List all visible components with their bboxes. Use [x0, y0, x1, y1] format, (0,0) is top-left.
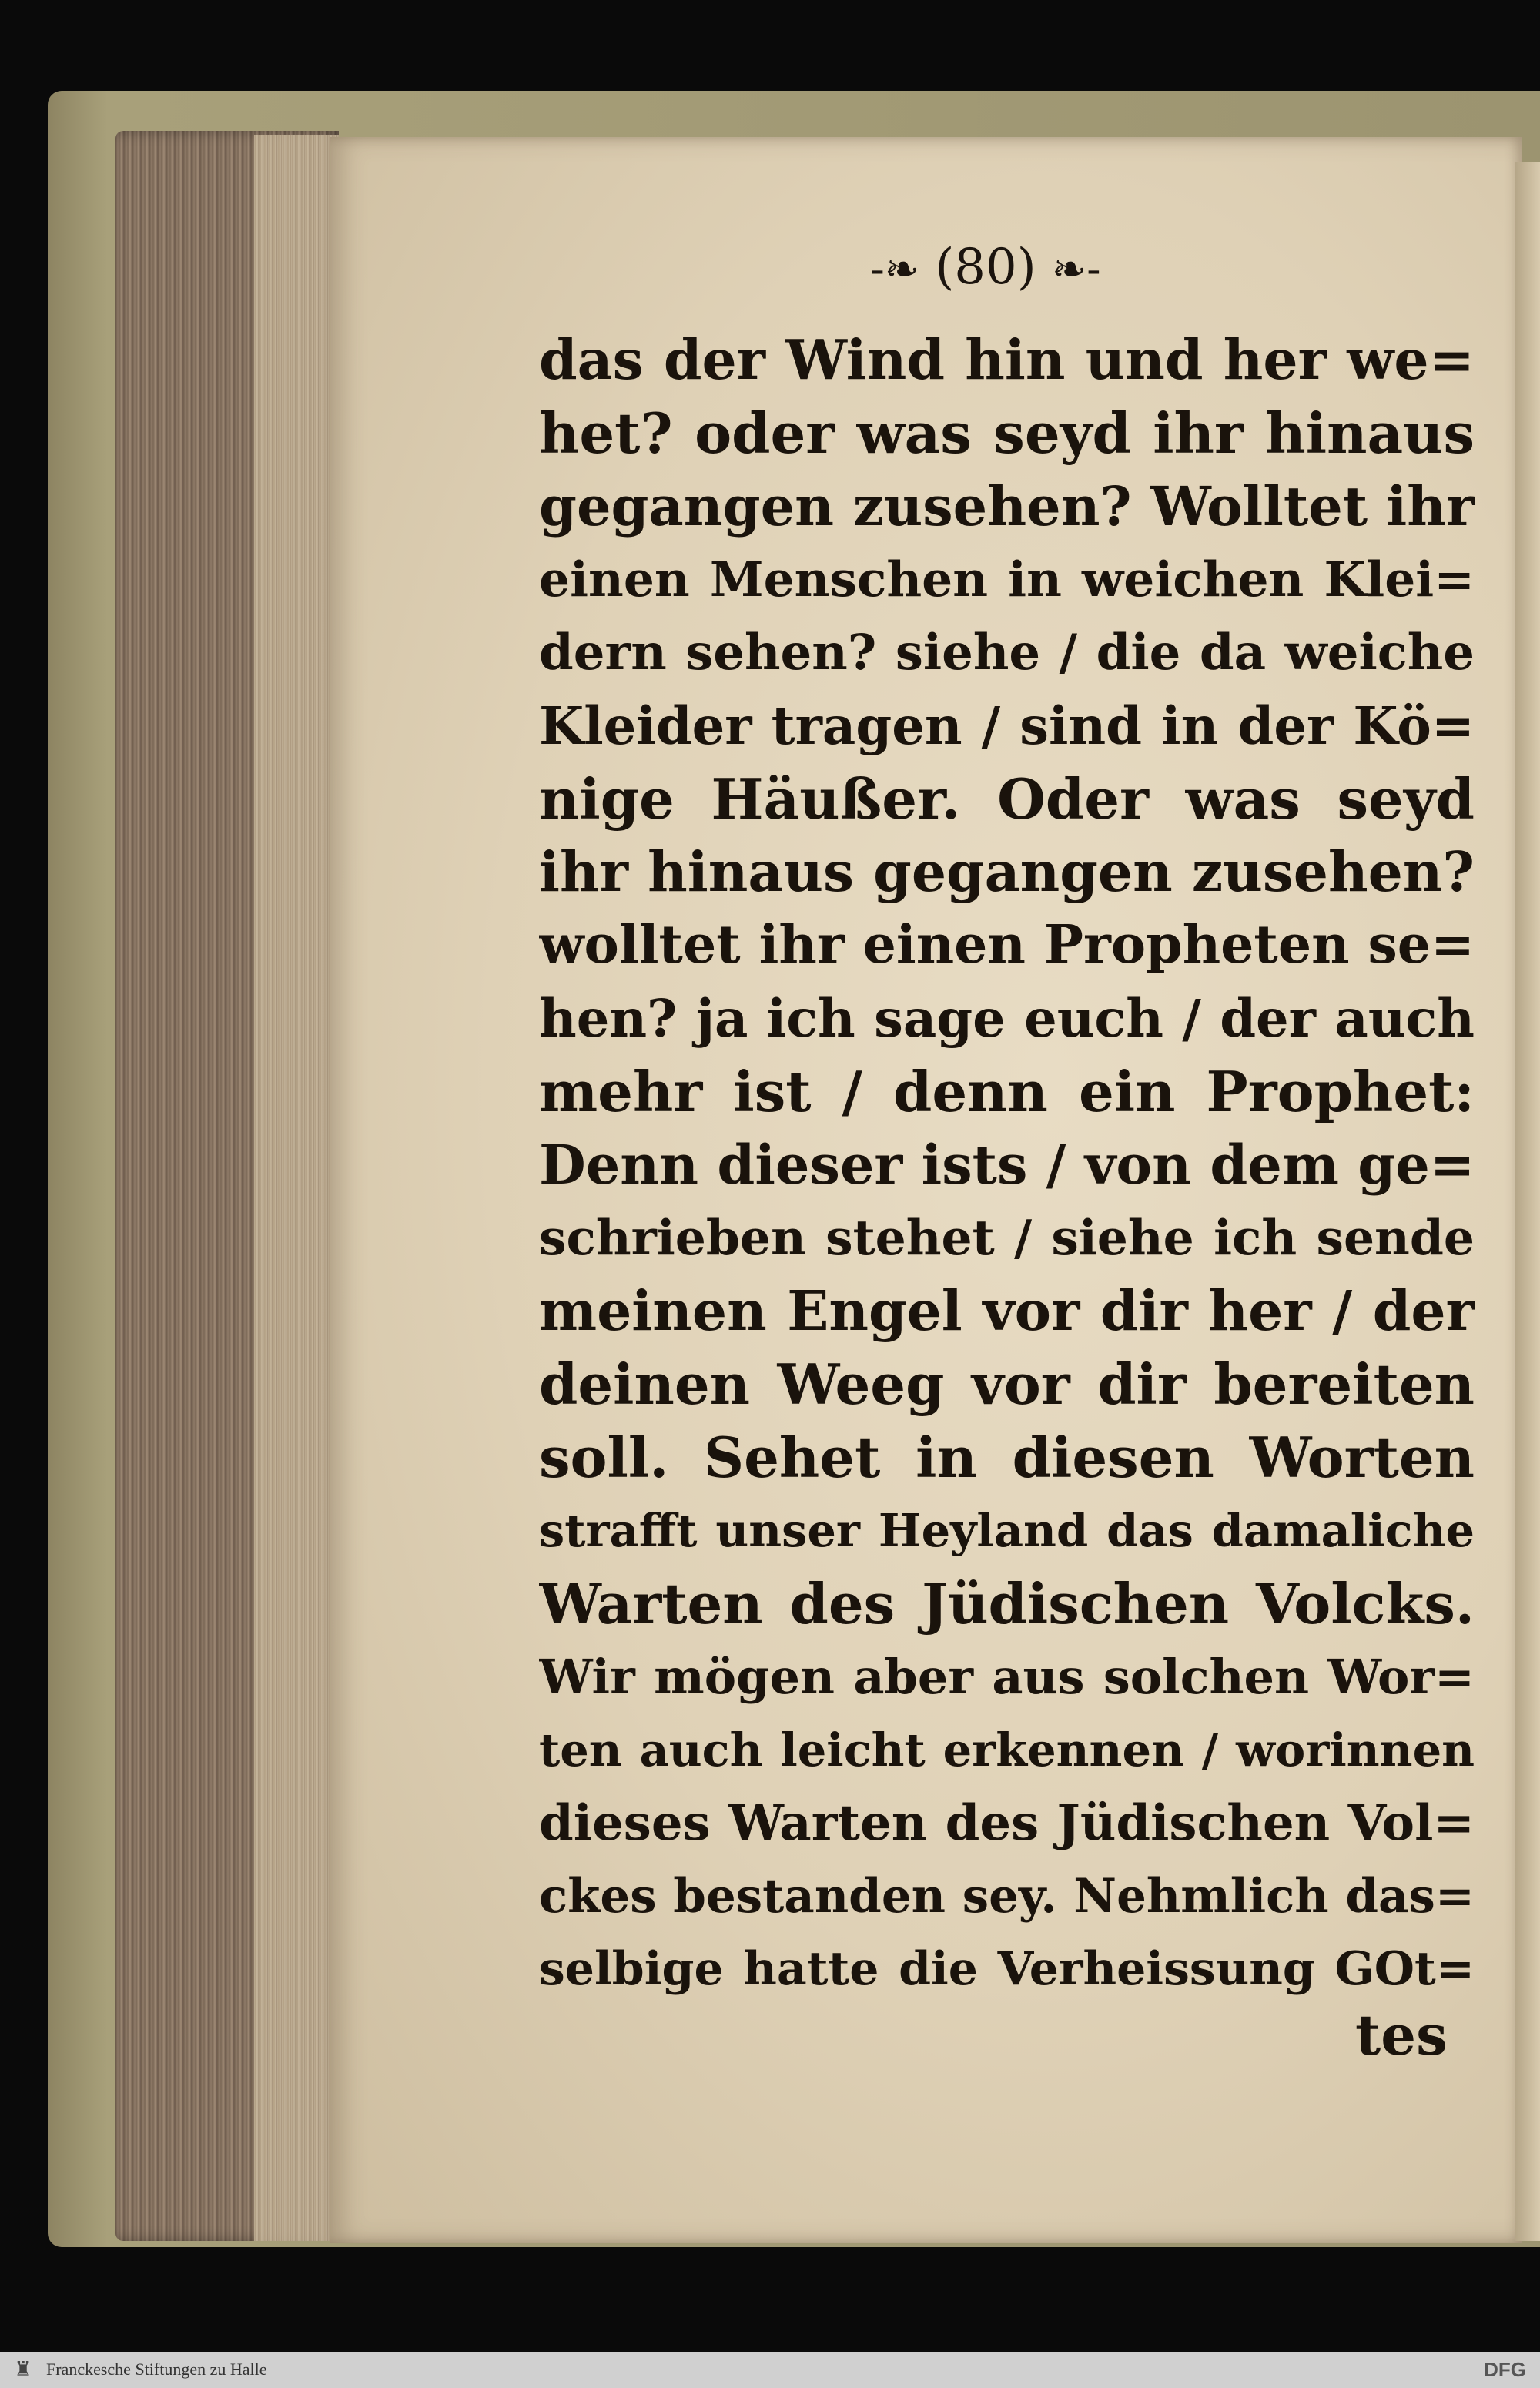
- text-line: meinen Engel vor dir her / der: [539, 1278, 1475, 1343]
- dfg-logo: DFG: [1484, 2358, 1526, 2381]
- text-line: wolltet ihr einen Propheten se=: [539, 914, 1475, 976]
- text-line: ihr hinaus gegangen zusehen?: [539, 839, 1475, 904]
- text-line: schrieben stehet / siehe ich sende: [539, 1209, 1475, 1266]
- text-line: nige Häußer. Oder was seyd: [539, 766, 1475, 832]
- text-line: ckes bestanden sey. Nehmlich das=: [539, 1869, 1475, 1924]
- text-line: soll. Sehet in diesen Worten: [539, 1425, 1475, 1490]
- page-number: (80): [935, 239, 1036, 296]
- text-line: das der Wind hin und her we=: [539, 327, 1475, 392]
- ornament-left-icon: -❧: [870, 245, 919, 293]
- page-header: [770, 239, 1201, 296]
- text-line: Kleider tragen / sind in der Kö=: [539, 695, 1475, 756]
- text-line: het? oder was seyd ihr hinaus: [539, 400, 1475, 466]
- text-line: Warten des Jüdischen Volcks.: [539, 1571, 1475, 1636]
- page-text: [539, 323, 1475, 2006]
- text-line: strafft unser Heyland das damaliche: [539, 1504, 1475, 1557]
- ornament-right-icon: ❧-: [1052, 245, 1101, 293]
- catchword: tes: [1355, 2002, 1448, 2068]
- text-line: Denn dieser ists / von dem ge=: [539, 1133, 1475, 1197]
- facing-page-edge: [1515, 162, 1540, 2241]
- text-line: Wir mögen aber aus solchen Wor=: [539, 1649, 1475, 1705]
- text-line: ten auch leicht erkennen / worinnen: [539, 1723, 1475, 1777]
- text-line: mehr ist / denn ein Prophet:: [539, 1059, 1475, 1124]
- text-line: gegangen zusehen? Wolltet ihr: [539, 474, 1475, 538]
- text-line: dern sehen? siehe / die da weiche: [539, 624, 1475, 682]
- text-line: hen? ja ich sage euch / der auch: [539, 988, 1475, 1049]
- text-line: selbige hatte die Verheissung GOt=: [539, 1942, 1475, 1996]
- text-line: einen Menschen in weichen Klei=: [539, 551, 1475, 608]
- institution-name: Franckesche Stiftungen zu Halle: [46, 2360, 267, 2379]
- text-line: dieses Warten des Jüdischen Vol=: [539, 1794, 1475, 1852]
- page-edges: [254, 135, 339, 2241]
- footer-bar: [0, 2352, 1540, 2388]
- institution-logo-icon: ♜: [14, 2358, 32, 2380]
- text-line: deinen Weeg vor dir bereiten: [539, 1351, 1475, 1417]
